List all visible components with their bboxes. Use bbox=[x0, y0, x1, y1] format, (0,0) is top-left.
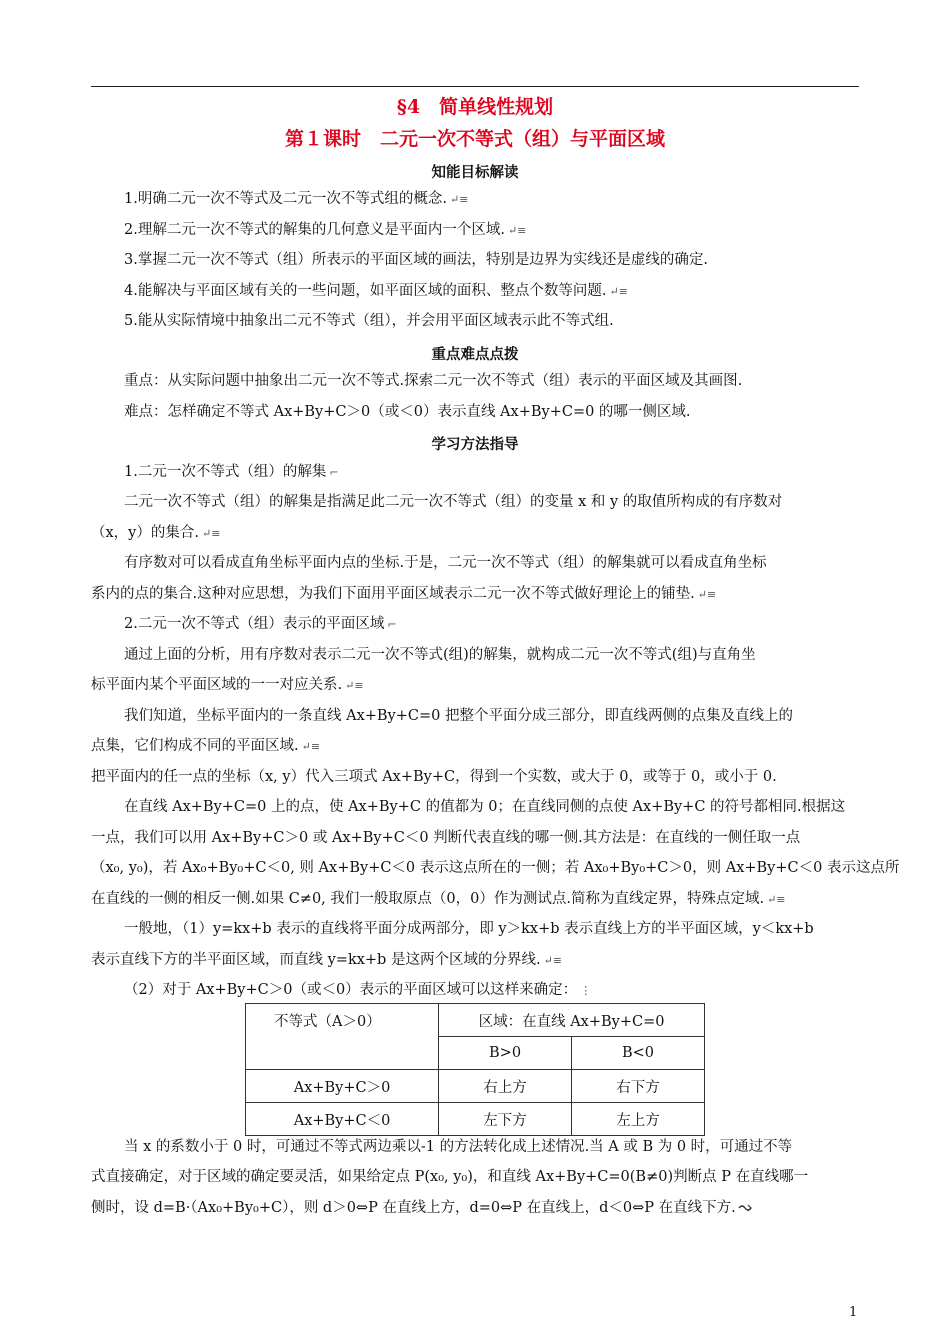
table-cell: 左下方 bbox=[439, 1103, 572, 1136]
table-cell: 右上方 bbox=[439, 1070, 572, 1103]
section-mark-icon: ⌐ bbox=[329, 466, 339, 479]
paragraph-line: 式直接确定，对于区域的确定要灵活，如果给定点 P(x₀, y₀)，和直线 Ax+By+C=0(B≠0)判断点 P 在直线哪一 bbox=[91, 1169, 809, 1185]
page-subtitle: 第１课时 二元一次不等式（组）与平面区域 bbox=[284, 128, 665, 150]
return-mark-icon: ↵≡ bbox=[609, 285, 628, 298]
table-header-b-positive: B>0 bbox=[439, 1037, 572, 1070]
paragraph-line: 在直线的一侧的相反一侧.如果 C≠0, 我们一般取原点（0，0）作为测试点.简称为直线定界，特殊点定域. ↵≡ bbox=[91, 891, 786, 907]
page-number: 1 bbox=[849, 1305, 858, 1320]
return-mark-icon: ↵≡ bbox=[301, 740, 321, 753]
goal-item: 1.明确二元一次不等式及二元一次不等式组的概念. ↵≡ bbox=[124, 191, 469, 207]
paragraph-line: 系内的点的集合.这种对应思想，为我们下面用平面区域表示二元一次不等式做好理论上的铺垫. ↵≡ bbox=[91, 586, 717, 602]
page-title: §4 简单线性规划 bbox=[396, 96, 554, 118]
paragraph-line: 点集，它们构成不同的平面区域. ↵≡ bbox=[91, 738, 321, 754]
paragraph-line: （2）对于 Ax+By+C＞0（或＜0）表示的平面区域可以这样来确定： ⋮ bbox=[124, 982, 592, 998]
goal-item: 5.能从实际情境中抽象出二元不等式（组），并会用平面区域表示此不等式组. bbox=[124, 313, 614, 329]
paragraph-line: 表示直线下方的半平面区域，而直线 y=kx+b 是这两个区域的分界线. ↵≡ bbox=[91, 952, 562, 968]
paragraph-line: 当 x 的系数小于 0 时，可通过不等式两边乘以-1 的方法转化成上述情况.当 A 或 B 为 0 时，可通过不等 bbox=[124, 1139, 793, 1155]
paragraph-line: 标平面内某个平面区域的一一对应关系. ↵≡ bbox=[91, 677, 364, 693]
table-header-b-negative: B<0 bbox=[572, 1037, 705, 1070]
paragraph-line: 把平面内的任一点的坐标（x, y）代入三项式 Ax+By+C，得到一个实数，或大于 0，或等于 0，或小于 0. bbox=[91, 769, 777, 785]
table-header-inequality: 不等式（A＞0） bbox=[246, 1004, 439, 1070]
paragraph-line: 有序数对可以看成直角坐标平面内点的坐标.于是，二元一次不等式（组）的解集就可以看成直角坐标 bbox=[124, 555, 767, 571]
method-2-title: 2.二元一次不等式（组）表示的平面区域 ⌐ bbox=[124, 616, 397, 632]
paragraph-line: 一般地，（1）y=kx+b 表示的直线将平面分成两部分，即 y＞kx+b 表示直线上方的半平面区域，y＜kx+b bbox=[124, 921, 814, 937]
table-cell: 左上方 bbox=[572, 1103, 705, 1136]
keypoint-focus: 重点：从实际问题中抽象出二元一次不等式.探索二元一次不等式（组）表示的平面区域及其画图. bbox=[124, 373, 743, 389]
section-heading-methods: 学习方法指导 bbox=[431, 436, 519, 453]
paragraph-line: 在直线 Ax+By+C=0 上的点，使 Ax+By+C 的值都为 0；在直线同侧的点使 Ax+By+C 的符号都相同.根据这 bbox=[124, 799, 846, 815]
table-cell: 右下方 bbox=[572, 1070, 705, 1103]
paragraph-line: （x₀, y₀)，若 Ax₀+By₀+C＜0, 则 Ax+By+C＜0 表示这点所在的一侧；若 Ax₀+By₀+C＞0，则 Ax+By+C＜0 表示这点所 bbox=[91, 860, 900, 876]
ellipsis-mark-icon: ⋮ bbox=[580, 984, 592, 997]
paragraph-line: 我们知道，坐标平面内的一条直线 Ax+By+C=0 把整个平面分成三部分，即直线两侧的点集及直线上的 bbox=[124, 708, 793, 724]
paragraph-line: 通过上面的分析，用有序数对表示二元一次不等式(组)的解集，就构成二元一次不等式(组)与直角坐 bbox=[124, 647, 756, 663]
method-1-title: 1.二元一次不等式（组）的解集 ⌐ bbox=[124, 464, 339, 480]
section-heading-keypoints: 重点难点点拨 bbox=[431, 346, 519, 363]
table-header-region: 区域：在直线 Ax+By+C=0 bbox=[439, 1004, 705, 1037]
goal-item: 3.掌握二元一次不等式（组）所表示的平面区域的画法，特别是边界为实线还是虚线的确定. bbox=[124, 252, 708, 268]
return-mark-icon: ↵≡ bbox=[345, 679, 364, 692]
section-heading-goals: 知能目标解读 bbox=[431, 164, 519, 181]
goal-item: 4.能解决与平面区域有关的一些问题，如平面区域的面积、整点个数等问题. ↵≡ bbox=[124, 283, 628, 299]
paragraph-line: 侧时，设 d=B·（Ax₀+By₀+C），则 d＞0⇔P 在直线上方，d=0⇔P 在直线上，d＜0⇔P 在直线下方. bbox=[91, 1198, 752, 1218]
table-row-label: Ax+By+C＞0 bbox=[246, 1070, 439, 1103]
return-mark-icon: ↵≡ bbox=[697, 588, 717, 601]
return-mark-icon: ↵≡ bbox=[201, 527, 221, 540]
end-mark-icon bbox=[738, 1203, 752, 1213]
keypoint-difficulty: 难点：怎样确定不等式 Ax+By+C＞0（或＜0）表示直线 Ax+By+C=0 的哪一侧区域. bbox=[124, 404, 691, 420]
return-mark-icon: ↵≡ bbox=[767, 893, 786, 906]
table-row-label: Ax+By+C＜0 bbox=[246, 1103, 439, 1136]
top-rule bbox=[91, 86, 859, 87]
paragraph-line: 二元一次不等式（组）的解集是指满足此二元一次不等式（组）的变量 x 和 y 的取值所构成的有序数对 bbox=[124, 494, 783, 510]
return-mark-icon: ↵≡ bbox=[543, 954, 562, 967]
return-mark-icon: ↵≡ bbox=[449, 193, 469, 206]
region-table bbox=[245, 1003, 705, 1136]
paragraph-line: 一点，我们可以用 Ax+By+C＞0 或 Ax+By+C＜0 判断代表直线的哪一侧.其方法是：在直线的一侧任取一点 bbox=[91, 830, 801, 846]
section-mark-icon: ⌐ bbox=[387, 618, 397, 631]
goal-item: 2.理解二元一次不等式的解集的几何意义是平面内一个区域. ↵≡ bbox=[124, 222, 527, 238]
paragraph-line: （x，y）的集合. ↵≡ bbox=[91, 525, 221, 541]
return-mark-icon: ↵≡ bbox=[507, 224, 527, 237]
